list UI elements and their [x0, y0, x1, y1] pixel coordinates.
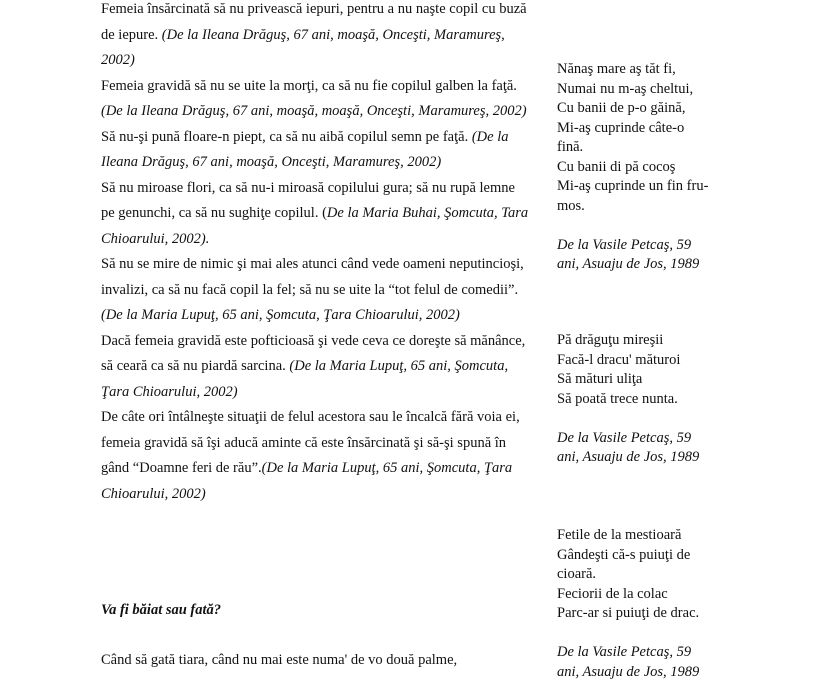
poem-line: Cu banii di pă cocoş	[557, 158, 737, 178]
paragraph-1	[101, 0, 531, 74]
paragraph-source: (De la Ileana Drăguş, 67 ani, moaşă, Onceşti, Maramureş, 2002)	[101, 27, 505, 69]
poem-line: cioară.	[557, 565, 737, 585]
poem-line: Facă-l dracu' măturoi	[557, 351, 737, 371]
paragraph-text: Să nu se mire de nimic şi mai ales atunci când vede oameni neputincioşi, invalizi, ca să nu facă copil la fel; să nu se uite la “tot felul de comedii”.	[101, 256, 524, 298]
attribution-line: ani, Asuaju de Jos, 1989	[557, 448, 737, 468]
poem-line: fină.	[557, 138, 737, 158]
paragraph-text: De câte ori întâlneşte situaţii de felul acestora sau le încalcă fără voia ei, femeia gravidă să îşi aducă aminte că este însărcinată şi să-şi spună în gând “Doamne feri de rău”.	[101, 409, 520, 476]
poem-line: Pă drăguţu mireşii	[557, 331, 737, 351]
paragraph-source: (De la Maria Lupuţ, 65 ani, Şomcuta, Ţara Chioarului, 2002)	[101, 307, 460, 323]
paragraph-text: Să nu miroase flori, ca să nu-i miroasă copilului gura; să nu rupă lemne pe genunchi, ca să nu sughiţe copilul. (	[101, 180, 515, 222]
paragraph-source: (De la Maria Lupuţ, 65 ani, Şomcuta, Ţara Chioarului, 2002)	[101, 358, 508, 400]
poem-1	[557, 60, 737, 275]
poem-attribution	[557, 236, 737, 275]
poem-2	[557, 331, 737, 468]
paragraph-3	[101, 125, 531, 176]
paragraph-source: (De la Maria Lupuţ, 65 ani, Şomcuta, Ţara Chioarului, 2002)	[101, 460, 512, 502]
poem-line: Gândeşti că-s puiuţi de	[557, 546, 737, 566]
paragraph-text: Dacă femeia gravidă este pofticioasă şi vede ceva ce doreşte să mănânce, să ceară ca să nu piardă sarcina.	[101, 333, 525, 375]
poem-attribution	[557, 643, 737, 682]
poem-line: mos.	[557, 197, 737, 217]
paragraph-text: Femeia gravidă să nu se uite la morţi, ca să nu fie copilul galben la faţă.	[101, 78, 517, 94]
poem-attribution	[557, 429, 737, 468]
paragraph-2	[101, 74, 531, 125]
paragraph-source: De la Maria Buhai, Şomcuta, Tara Chioarului, 2002).	[101, 205, 528, 247]
attribution-line: De la Vasile Petcaş, 59	[557, 643, 737, 663]
paragraph-6	[101, 329, 531, 406]
poem-line: Să mături uliţa	[557, 370, 737, 390]
poem-line: Fetile de la mestioară	[557, 526, 737, 546]
poem-line: Cu banii de p-o găină,	[557, 99, 737, 119]
attribution-line: De la Vasile Petcaş, 59	[557, 429, 737, 449]
poem-line: Mi-aş cuprinde câte-o	[557, 119, 737, 139]
paragraph-4	[101, 176, 531, 253]
poem-line: Feciorii de la colac	[557, 585, 737, 605]
attribution-line: ani, Asuaju de Jos, 1989	[557, 255, 737, 275]
paragraph-7	[101, 405, 531, 507]
paragraph-source: (De la Ileana Drăguş, 67 ani, moaşă, moaşă, Onceşti, Maramureş, 2002)	[101, 103, 527, 119]
poem-line: Parc-ar si puiuţi de drac.	[557, 604, 737, 624]
attribution-line: De la Vasile Petcaş, 59	[557, 236, 737, 256]
poem-line: Nănaş mare aş tăt fi,	[557, 60, 737, 80]
paragraph-text: Să nu-şi pună floare-n piept, ca să nu aibă copilul semn pe faţă.	[101, 129, 472, 145]
paragraph-5	[101, 252, 531, 329]
poem-line: Numai nu m-aş cheltui,	[557, 80, 737, 100]
paragraph-text: Femeia însărcinată să nu privească iepuri, pentru a nu naşte copil cu buză de iepure.	[101, 1, 527, 43]
attribution-line: ani, Asuaju de Jos, 1989	[557, 663, 737, 682]
poem-line: Să poată trece nunta.	[557, 390, 737, 410]
paragraph-source: (De la Ileana Drăguş, 67 ani, moaşă, Onceşti, Maramureş, 2002)	[101, 129, 508, 171]
section-heading: Va fi băiat sau fată?	[101, 602, 221, 619]
main-text-column	[101, 0, 531, 507]
poem-line: Mi-aş cuprinde un fin fru-	[557, 177, 737, 197]
paragraph-continued: Când să gată tiara, când nu mai este numa' de vo două palme,	[101, 652, 457, 669]
poem-3	[557, 526, 737, 682]
